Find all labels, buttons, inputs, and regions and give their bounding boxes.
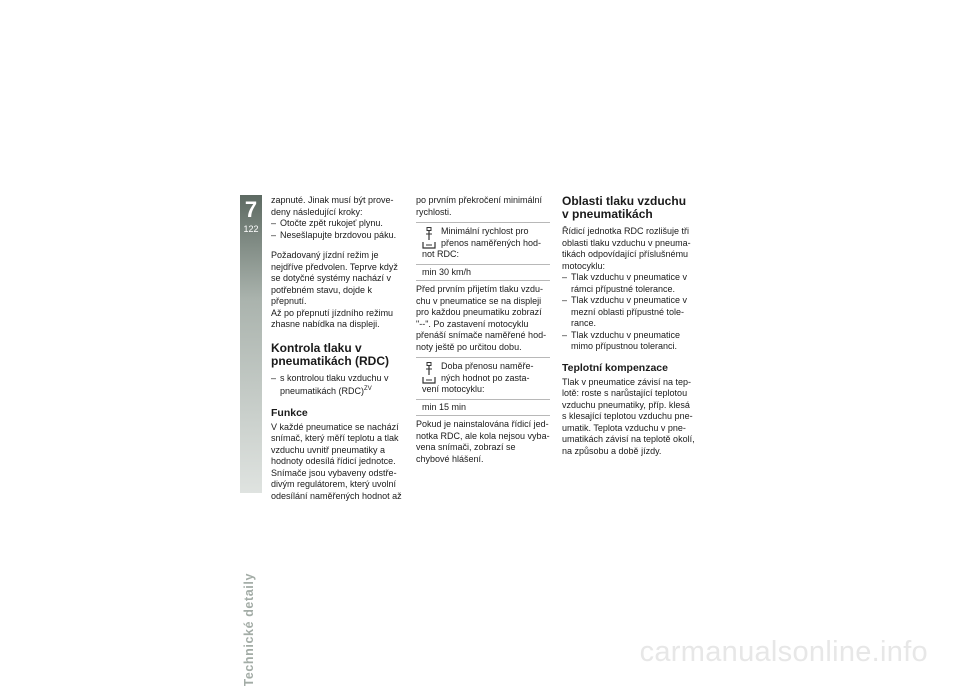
list-item: – Tlak vzduchu v pneumatice v mezní oblasti přípustné tole- rance. [562,295,696,330]
note-text: Doba přenosu naměře- ných hodnot po zasta- vení motocyklu: [422,361,534,394]
section-heading-rdc: Kontrola tlaku v pneumatikách (RDC) [271,340,390,368]
optional-equipment-mark: ZV [364,386,372,392]
list-item [271,373,405,398]
note-text: Minimální rychlost pro přenos naměřených hod- not RDC: [422,226,542,259]
paragraph: Řídicí jednotka RDC rozlišuje tři oblasti tlaku vzduchu v pneuma- tikách odpovídající příslušnému motocyklu: [562,226,691,271]
rdc-item-text: s kontrolou tlaku vzduchu v pneumatikách (RDC) [280,372,389,396]
site-watermark: carmanualsonline.info [639,636,928,668]
paragraph: Tlak v pneumatice závisí na tep- lotě: roste s narůstající teplotou vzduchu pneumatiky, příp. klesá s klesající teplotou vzduchu pne- umatik. Teplota vzduchu v pne- umatikách závisí na teplotě okolí, na způsobu a době jízdy. [562,376,695,456]
column-2 [416,195,550,465]
chapter-tab [240,195,262,686]
list-item: – Nesešlapujte brzdovou páku. [271,230,405,242]
paragraph: V každé pneumatice se nachází snímač, který měří teplotu a tlak vzduchu uvnitř pneumatiky a hodnoty odesílá řídicí jednotce. Snímače jsou vybaveny odstře- divým regulátorem, který uvolní odesílání naměřených hodnot až [271,421,402,501]
list-item: – Otočte zpět rukojeť plynu. [271,218,405,230]
chapter-number: 7 [244,197,258,222]
section-heading-funkce: Funkce [271,406,308,419]
list-item: – Tlak vzduchu v pneumatice v rámci přípustné tolerance. [562,272,696,295]
note-value: min 15 min [416,399,550,416]
steps-list [271,218,405,241]
section-heading-teplotni: Teplotní kompenzace [562,361,668,374]
list-item: – Tlak vzduchu v pneumatice mimo přípustnou toleranci. [562,330,696,353]
rdc-list [271,373,405,398]
page-number: 122 [243,224,259,234]
column-3 [562,195,696,457]
paragraph: Pokud je nainstalována řídicí jed- notka RDC, ale kola nejsou vyba- vena snímači, zobrazí se chybové hlášení. [416,419,550,464]
paragraph: Až po přepnutí jízdního režimu zhasne nabídka na displeji. [271,307,394,329]
intro-text: zapnuté. Jinak musí být prove- deny následující kroky: [271,195,394,217]
tire-pressure-icon [422,362,436,384]
note-value: min 30 km/h [416,264,550,281]
paragraph: Požadovaný jízdní režim je nejdříve předvolen. Teprve když se dotyčné systémy nachází v potřebném stavu, dojde k přepnutí. [271,250,398,306]
note-min-speed [416,222,550,281]
paragraph: po prvním překročení minimální rychlosti. [416,195,543,217]
note-transmit-duration [416,357,550,416]
tire-pressure-icon [422,227,436,249]
section-heading-oblasti: Oblasti tlaku vzduchu v pneumatikách [562,194,687,221]
column-1 [271,195,405,502]
paragraph: Před prvním přijetím tlaku vzdu- chu v pneumatice se na displeji pro každou pneumatiku zobrazí "--". Po zastavení motocyklu přenáší snímače naměřené hod- noty ještě po určitou dobu. [416,284,547,352]
chapter-title: Technické detaily [242,573,256,686]
pressure-ranges-list [562,272,696,353]
